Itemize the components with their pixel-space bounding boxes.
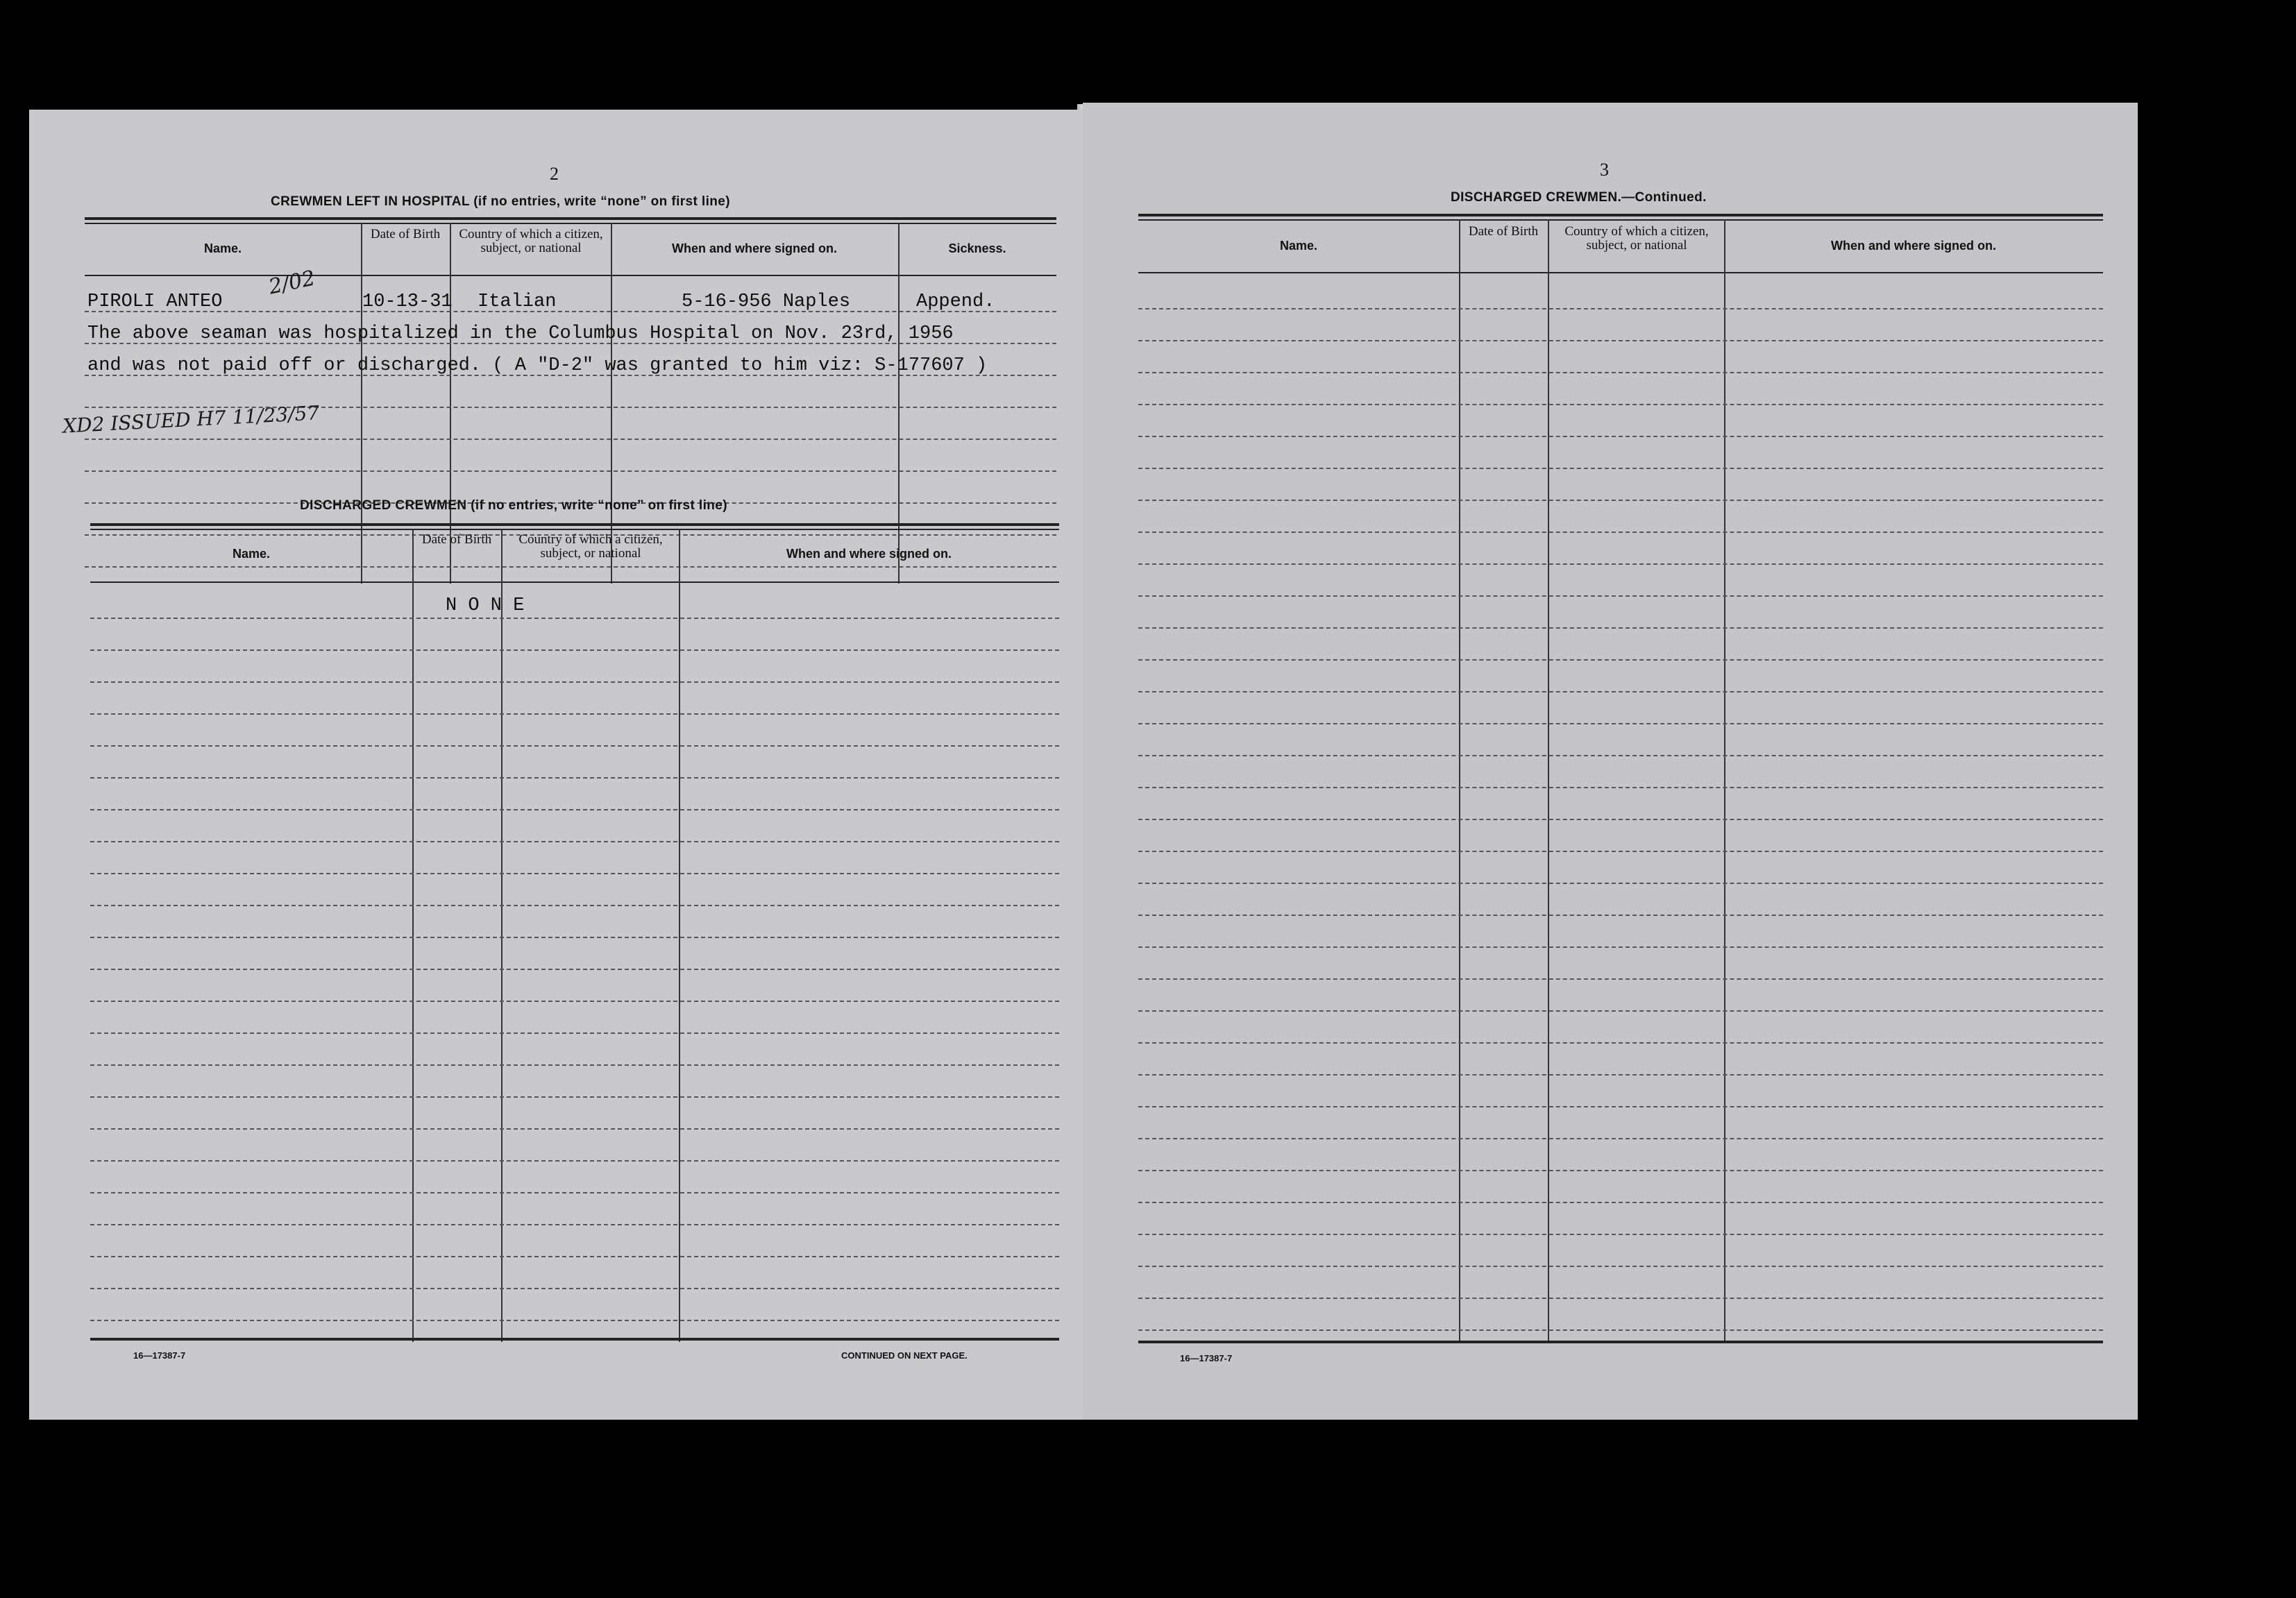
ruled-line [1138, 372, 2103, 373]
ruled-line [1138, 1234, 2103, 1235]
ruled-line [1138, 1202, 2103, 1203]
column-divider [1459, 219, 1460, 1341]
header-date-of-birth: Date of Birth [1468, 224, 1539, 239]
left-page [29, 110, 1090, 1420]
ruled-line [90, 1064, 1059, 1066]
ruled-line [1138, 819, 2103, 820]
ruled-line [1138, 532, 2103, 533]
ruled-line [1138, 500, 2103, 501]
none-entry: N O N E [446, 595, 525, 616]
ruled-line [90, 1032, 1059, 1034]
ruled-line [90, 1320, 1059, 1321]
header-country: Country of which a citizen, subject, or national [1564, 224, 1709, 253]
ruled-line [90, 1256, 1059, 1257]
right-page [1083, 103, 2138, 1420]
ruled-line [1138, 308, 2103, 309]
header-signed-on: When and where signed on. [1830, 239, 1997, 253]
discharged-section-title: DISCHARGED CREWMEN (if no entries, write “none” on first line) [300, 498, 727, 513]
ruled-line [90, 649, 1059, 651]
header-date-of-birth: Date of Birth [370, 227, 441, 241]
ruled-line [1138, 1010, 2103, 1012]
table-rule [1138, 272, 2103, 273]
ruled-line [1138, 1266, 2103, 1267]
form-number: 16—17387-7 [1180, 1353, 1233, 1363]
ruled-line [1138, 595, 2103, 597]
column-divider [1724, 219, 1725, 1341]
hospital-section-title: CREWMEN LEFT IN HOSPITAL (if no entries, write “none” on first line) [271, 194, 730, 209]
ruled-line [1138, 340, 2103, 341]
ruled-line [90, 841, 1059, 842]
ruled-line [1138, 627, 2103, 629]
crewman-signed-on: 5-16-956 Naples [682, 291, 851, 312]
crewman-country: Italian [478, 291, 557, 312]
ruled-line [1138, 723, 2103, 724]
continued-notice: CONTINUED ON NEXT PAGE. [841, 1350, 968, 1361]
remark-line: The above seaman was hospitalized in the Columbus Hospital on Nov. 23rd, 1956 [87, 323, 954, 344]
ruled-line [1138, 1042, 2103, 1044]
ruled-line [90, 1160, 1059, 1162]
header-signed-on: When and where signed on. [671, 241, 838, 255]
page-number: 2 [550, 164, 559, 184]
ruled-line [90, 1096, 1059, 1098]
ruled-line [1138, 787, 2103, 788]
ruled-line [85, 311, 1056, 312]
table-rule [85, 223, 1056, 224]
ruled-line [90, 777, 1059, 779]
ruled-line [90, 809, 1059, 810]
crewman-date-of-birth: 10-13-31 [362, 291, 453, 312]
table-rule [85, 275, 1056, 276]
table-rule [85, 217, 1056, 220]
header-name: Name. [1279, 239, 1318, 253]
table-rule [90, 529, 1059, 530]
ruled-line [85, 566, 1056, 568]
ruled-line [1138, 436, 2103, 437]
ruled-line [90, 1128, 1059, 1130]
header-name: Name. [232, 547, 271, 561]
crewman-sickness: Append. [916, 291, 995, 312]
page-number: 3 [1600, 160, 1609, 180]
ruled-line [90, 713, 1059, 715]
ruled-line [90, 1192, 1059, 1193]
header-date-of-birth: Date of Birth [421, 532, 492, 547]
column-divider [1548, 219, 1549, 1341]
handwritten-mark: 2/02 [267, 266, 318, 300]
ruled-line [85, 439, 1056, 440]
ruled-line [1138, 1138, 2103, 1139]
ruled-line [1138, 691, 2103, 692]
ruled-line [1138, 1074, 2103, 1076]
ruled-line [85, 470, 1056, 472]
ruled-line [1138, 915, 2103, 916]
section-title: DISCHARGED CREWMEN.—Continued. [1451, 190, 1707, 205]
ruled-line [1138, 563, 2103, 565]
ruled-line [90, 1224, 1059, 1225]
form-number: 16—17387-7 [133, 1350, 186, 1361]
ruled-line [1138, 404, 2103, 405]
ruled-line [1138, 1298, 2103, 1299]
ruled-line [90, 969, 1059, 970]
ruled-line [90, 905, 1059, 906]
header-country: Country of which a citizen, subject, or national [459, 227, 603, 255]
ruled-line [90, 1001, 1059, 1002]
ruled-line [90, 873, 1059, 874]
header-country: Country of which a citizen, subject, or national [518, 532, 663, 561]
ruled-line [1138, 659, 2103, 661]
crewman-name: PIROLI ANTEO [87, 291, 223, 312]
remark-line: and was not paid off or discharged. ( A "D-2" was granted to him viz: S-177607 ) [87, 355, 988, 376]
header-name: Name. [203, 241, 242, 255]
ruled-line [1138, 946, 2103, 948]
ruled-line [1138, 468, 2103, 469]
ruled-line [1138, 1329, 2103, 1331]
header-signed-on: When and where signed on. [786, 547, 952, 561]
table-rule [1138, 1341, 2103, 1343]
ruled-line [1138, 1170, 2103, 1171]
ruled-line [90, 681, 1059, 683]
ruled-line [1138, 755, 2103, 756]
ruled-line [1138, 883, 2103, 884]
ruled-line [90, 745, 1059, 747]
ruled-line [90, 1288, 1059, 1289]
ruled-line [1138, 851, 2103, 852]
ruled-line [1138, 978, 2103, 980]
table-rule [90, 523, 1059, 526]
table-rule [90, 1338, 1059, 1341]
handwritten-note: XD2 ISSUED H7 11/23/57 [62, 401, 320, 438]
table-rule [1138, 219, 2103, 221]
header-sickness: Sickness. [948, 241, 1006, 255]
ruled-line [90, 618, 1059, 619]
ruled-line [90, 937, 1059, 938]
table-rule [1138, 214, 2103, 216]
table-rule [90, 581, 1059, 583]
ruled-line [1138, 1106, 2103, 1107]
